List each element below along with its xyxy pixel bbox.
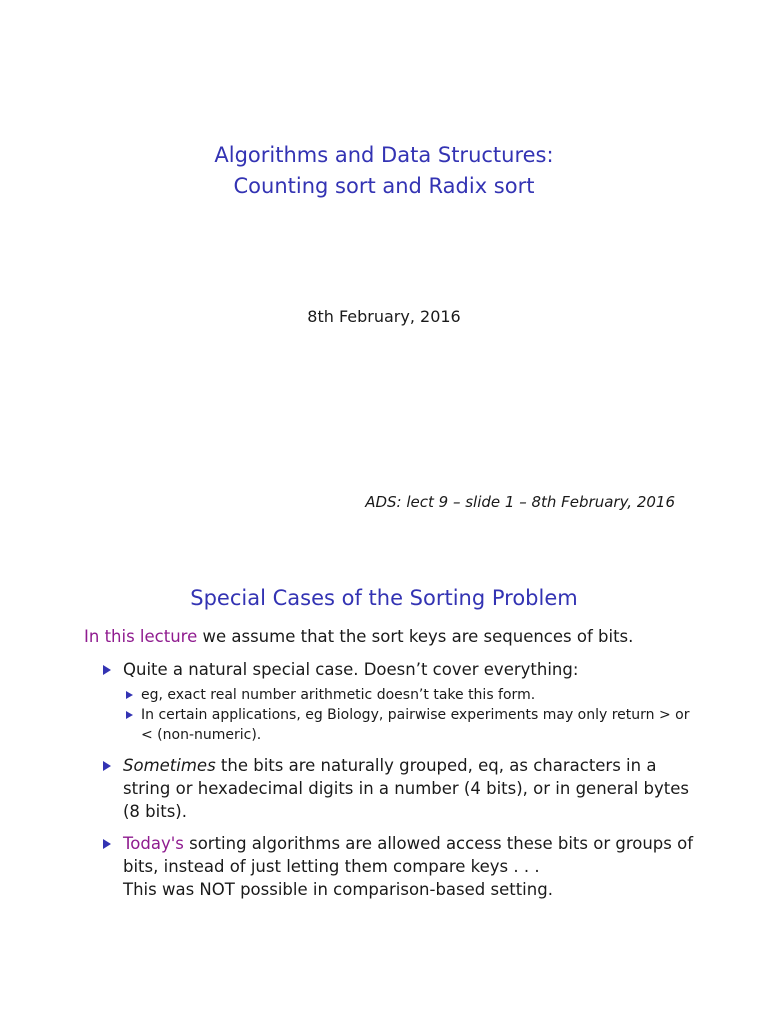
item-highlight: Today's [123, 834, 184, 853]
list-item [100, 832, 700, 901]
triangle-bullet-icon [126, 711, 133, 719]
item-text: sorting algorithms are allowed access these bits or groups of bits, instead of just letting them compare keys . . . [123, 834, 694, 876]
title-line-2: Counting sort and Radix sort [233, 174, 535, 198]
item-text: Quite a natural special case. Doesn’t cover everything: [123, 660, 579, 679]
triangle-bullet-icon [103, 665, 111, 675]
content-slide [0, 545, 768, 1024]
intro-rest: we assume that the sort keys are sequences of bits. [197, 627, 634, 646]
sub-list-item [123, 705, 700, 745]
frame-title: Special Cases of the Sorting Problem [190, 586, 578, 610]
sub-list-item [123, 685, 700, 705]
list-item [100, 658, 700, 745]
intro-highlight: In this lecture [84, 627, 198, 646]
slide-title [0, 140, 768, 202]
item-text: the bits are naturally grouped, eq, as characters in a string or hexadecimal digits in a number (4 bits), or in general bytes (8 bits). [123, 756, 689, 821]
triangle-bullet-icon [103, 761, 111, 771]
triangle-bullet-icon [126, 691, 133, 699]
sub-item-text: In certain applications, eg Biology, pairwise experiments may only return > or < (non-numeric). [141, 707, 690, 743]
triangle-bullet-icon [103, 839, 111, 849]
slide-footer: ADS: lect 9 – slide 1 – 8th February, 2016 [365, 493, 675, 511]
title-line-1: Algorithms and Data Structures: [214, 143, 554, 167]
item-text-line-2: This was NOT possible in comparison-based setting. [123, 880, 553, 899]
item-emphasis: Sometimes [123, 756, 216, 775]
list-item [100, 754, 700, 823]
bullet-list [100, 658, 700, 910]
sub-list [123, 685, 700, 745]
sub-item-text: eg, exact real number arithmetic doesn’t take this form. [141, 687, 536, 703]
intro-text [84, 627, 633, 646]
slide-date: 8th February, 2016 [307, 307, 461, 326]
